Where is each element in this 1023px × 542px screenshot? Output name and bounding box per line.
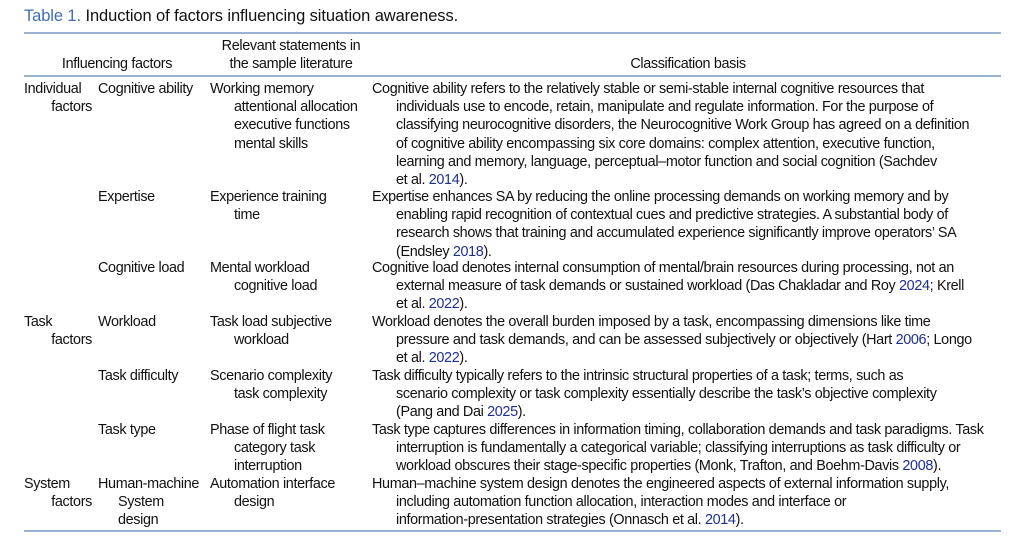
citation-link[interactable]: 2014 xyxy=(428,172,460,189)
basis-text: ). xyxy=(459,296,468,313)
statement: Scenario complexity xyxy=(210,368,333,384)
group-label-line1: Individual xyxy=(24,81,82,97)
citation-link[interactable]: 2006 xyxy=(895,332,927,349)
basis-text: ; Longo xyxy=(926,332,972,349)
statement: mental skills xyxy=(234,135,308,152)
basis-text: et al. xyxy=(396,350,429,367)
basis-line: Task difficulty typically refers to the intrinsic structural properties of a task; terms, such as xyxy=(372,368,904,384)
statement: task complexity xyxy=(234,386,328,403)
group-label-line2: factors xyxy=(51,332,92,349)
basis-line: Task type captures differences in information timing, collaboration demands and task paradigms. Task xyxy=(372,422,984,438)
citation-link[interactable]: 2022 xyxy=(428,350,460,367)
header-rule xyxy=(24,75,1001,77)
basis-text: ; Krell xyxy=(929,278,964,295)
basis-line xyxy=(372,511,1004,529)
citation-link[interactable]: 2024 xyxy=(899,278,930,295)
basis-text: ). xyxy=(933,458,942,475)
basis-workload xyxy=(372,313,1004,368)
basis-text: et al. xyxy=(396,172,429,189)
basis-text: ). xyxy=(483,243,492,260)
basis-line: enabling rapid recognition of contextual cues and predictive strategies. A substantial body of xyxy=(396,207,948,224)
statement: Experience training xyxy=(210,189,327,205)
group-label-line2: factors xyxy=(51,99,92,116)
basis-task-type xyxy=(372,421,1004,476)
basis-expertise xyxy=(372,188,1004,261)
bottom-rule xyxy=(24,530,1001,532)
basis-human-machine-system-design xyxy=(372,475,1004,530)
statement: Task load subjective xyxy=(210,314,332,330)
statements-cognitive-load xyxy=(210,259,372,295)
factor-task-type: Task type xyxy=(98,422,156,438)
statements-workload xyxy=(210,313,372,349)
statement: cognitive load xyxy=(234,278,318,295)
basis-line: Cognitive load denotes internal consumption of mental/brain resources during processing, not an xyxy=(372,260,954,276)
basis-text: et al. xyxy=(396,296,429,313)
statements-task-type xyxy=(210,421,372,476)
basis-text: ). xyxy=(735,512,744,529)
basis-line: including automation function allocation, interaction modes and interface or xyxy=(396,494,847,511)
citation-link[interactable]: 2025 xyxy=(487,404,518,421)
factor-line: design xyxy=(118,512,159,529)
statements-expertise xyxy=(210,188,372,224)
statement: Mental workload xyxy=(210,260,310,276)
basis-line: classifying neurocognitive disorders, the Neurocognitive Work Group has agreed on a definition xyxy=(396,117,970,134)
basis-line: Expertise enhances SA by reducing the online processing demands on working memory and by xyxy=(372,189,949,205)
statements-cognitive-ability xyxy=(210,80,372,153)
basis-text: (Endsley xyxy=(396,243,453,260)
basis-line: learning and memory, language, perceptual–motor function and social cognition (Sachdev xyxy=(396,153,937,170)
basis-line xyxy=(372,331,1004,349)
factor-human-machine-system-design xyxy=(98,475,210,530)
basis-line: Workload denotes the overall burden imposed by a task, encompassing dimensions like time xyxy=(372,314,931,330)
citation-link[interactable]: 2022 xyxy=(428,296,460,313)
basis-line: Human–machine system design denotes the engineered aspects of external information supply, xyxy=(372,476,949,492)
header-relevant-statements xyxy=(198,37,384,73)
basis-text: (Pang and Dai xyxy=(396,404,488,421)
header-relevant-line2: the sample literature xyxy=(229,56,353,73)
statement: attentional allocation xyxy=(234,99,358,116)
statements-task-difficulty xyxy=(210,367,372,403)
statement: time xyxy=(234,207,260,224)
basis-line: individuals use to encode, retain, manipulate and regulate information. For the purpose of xyxy=(396,99,934,116)
group-label-line1: System xyxy=(24,476,70,492)
table-title: Induction of factors influencing situation awareness. xyxy=(85,7,459,25)
basis-line: scenario complexity or task complexity essentially describe the task’s objective complexity xyxy=(396,386,937,403)
statement: executive functions xyxy=(234,117,350,134)
basis-line xyxy=(372,295,1004,313)
table-caption xyxy=(24,7,458,26)
basis-text: external measure of task demands or sustained workload (Das Chakladar and Roy xyxy=(396,278,900,295)
basis-text: workload obscures their stage-specific properties (Monk, Trafton, and Boehm-Davis xyxy=(396,458,903,475)
citation-link[interactable]: 2014 xyxy=(704,512,736,529)
header-classification-basis: Classification basis xyxy=(630,56,746,72)
citation-link[interactable]: 2008 xyxy=(902,458,934,475)
header-influencing-factors: Influencing factors xyxy=(61,56,173,72)
basis-text: ). xyxy=(517,404,526,421)
statement: Phase of flight task xyxy=(210,422,325,438)
group-task-factors xyxy=(24,313,92,349)
basis-line: interruption is fundamentally a categorical variable; classifying interruptions as task difficulty or xyxy=(396,440,961,457)
basis-line: of cognitive ability encompassing six core domains: complex attention, executive function, xyxy=(396,135,935,152)
table-label: Table 1. xyxy=(24,7,81,25)
statements-human-machine-system-design xyxy=(210,475,372,511)
factor-cognitive-ability: Cognitive ability xyxy=(98,81,193,97)
header-relevant-line1: Relevant statements in xyxy=(221,38,361,54)
statement: category task xyxy=(234,440,316,457)
basis-line xyxy=(372,349,1004,367)
basis-task-difficulty xyxy=(372,367,1004,422)
top-rule xyxy=(24,32,1001,34)
citation-link[interactable]: 2018 xyxy=(452,243,484,260)
basis-cognitive-load xyxy=(372,259,1004,314)
statement: interruption xyxy=(234,458,302,475)
basis-text: pressure and task demands, and can be assessed subjectively or objectively (Hart xyxy=(396,332,896,349)
group-label-line2: factors xyxy=(51,494,92,511)
basis-line xyxy=(372,171,1004,189)
basis-line: research shows that training and accumulated experience significantly improve operators’ SA xyxy=(396,225,957,242)
factor-task-difficulty: Task difficulty xyxy=(98,368,179,384)
basis-text: information-presentation strategies (Onnasch et al. xyxy=(396,512,705,529)
factor-workload: Workload xyxy=(98,314,156,330)
basis-line: Cognitive ability refers to the relatively stable or semi-stable internal cognitive resources that xyxy=(372,81,924,97)
basis-text: ). xyxy=(459,172,468,189)
statement: Working memory xyxy=(210,81,314,97)
factor-expertise: Expertise xyxy=(98,189,155,205)
group-system-factors xyxy=(24,475,92,511)
group-individual-factors xyxy=(24,80,92,116)
statement: workload xyxy=(234,332,289,349)
basis-text: ). xyxy=(459,350,468,367)
group-label-line1: Task xyxy=(24,314,53,330)
basis-line xyxy=(372,457,1004,475)
basis-line xyxy=(372,403,1004,421)
factor-line: System xyxy=(118,494,164,511)
statement: Automation interface xyxy=(210,476,335,492)
basis-cognitive-ability xyxy=(372,80,1004,189)
statement: design xyxy=(234,494,275,511)
factor-cognitive-load: Cognitive load xyxy=(98,260,185,276)
factor-line: Human-machine xyxy=(98,476,200,492)
basis-line xyxy=(372,277,1004,295)
